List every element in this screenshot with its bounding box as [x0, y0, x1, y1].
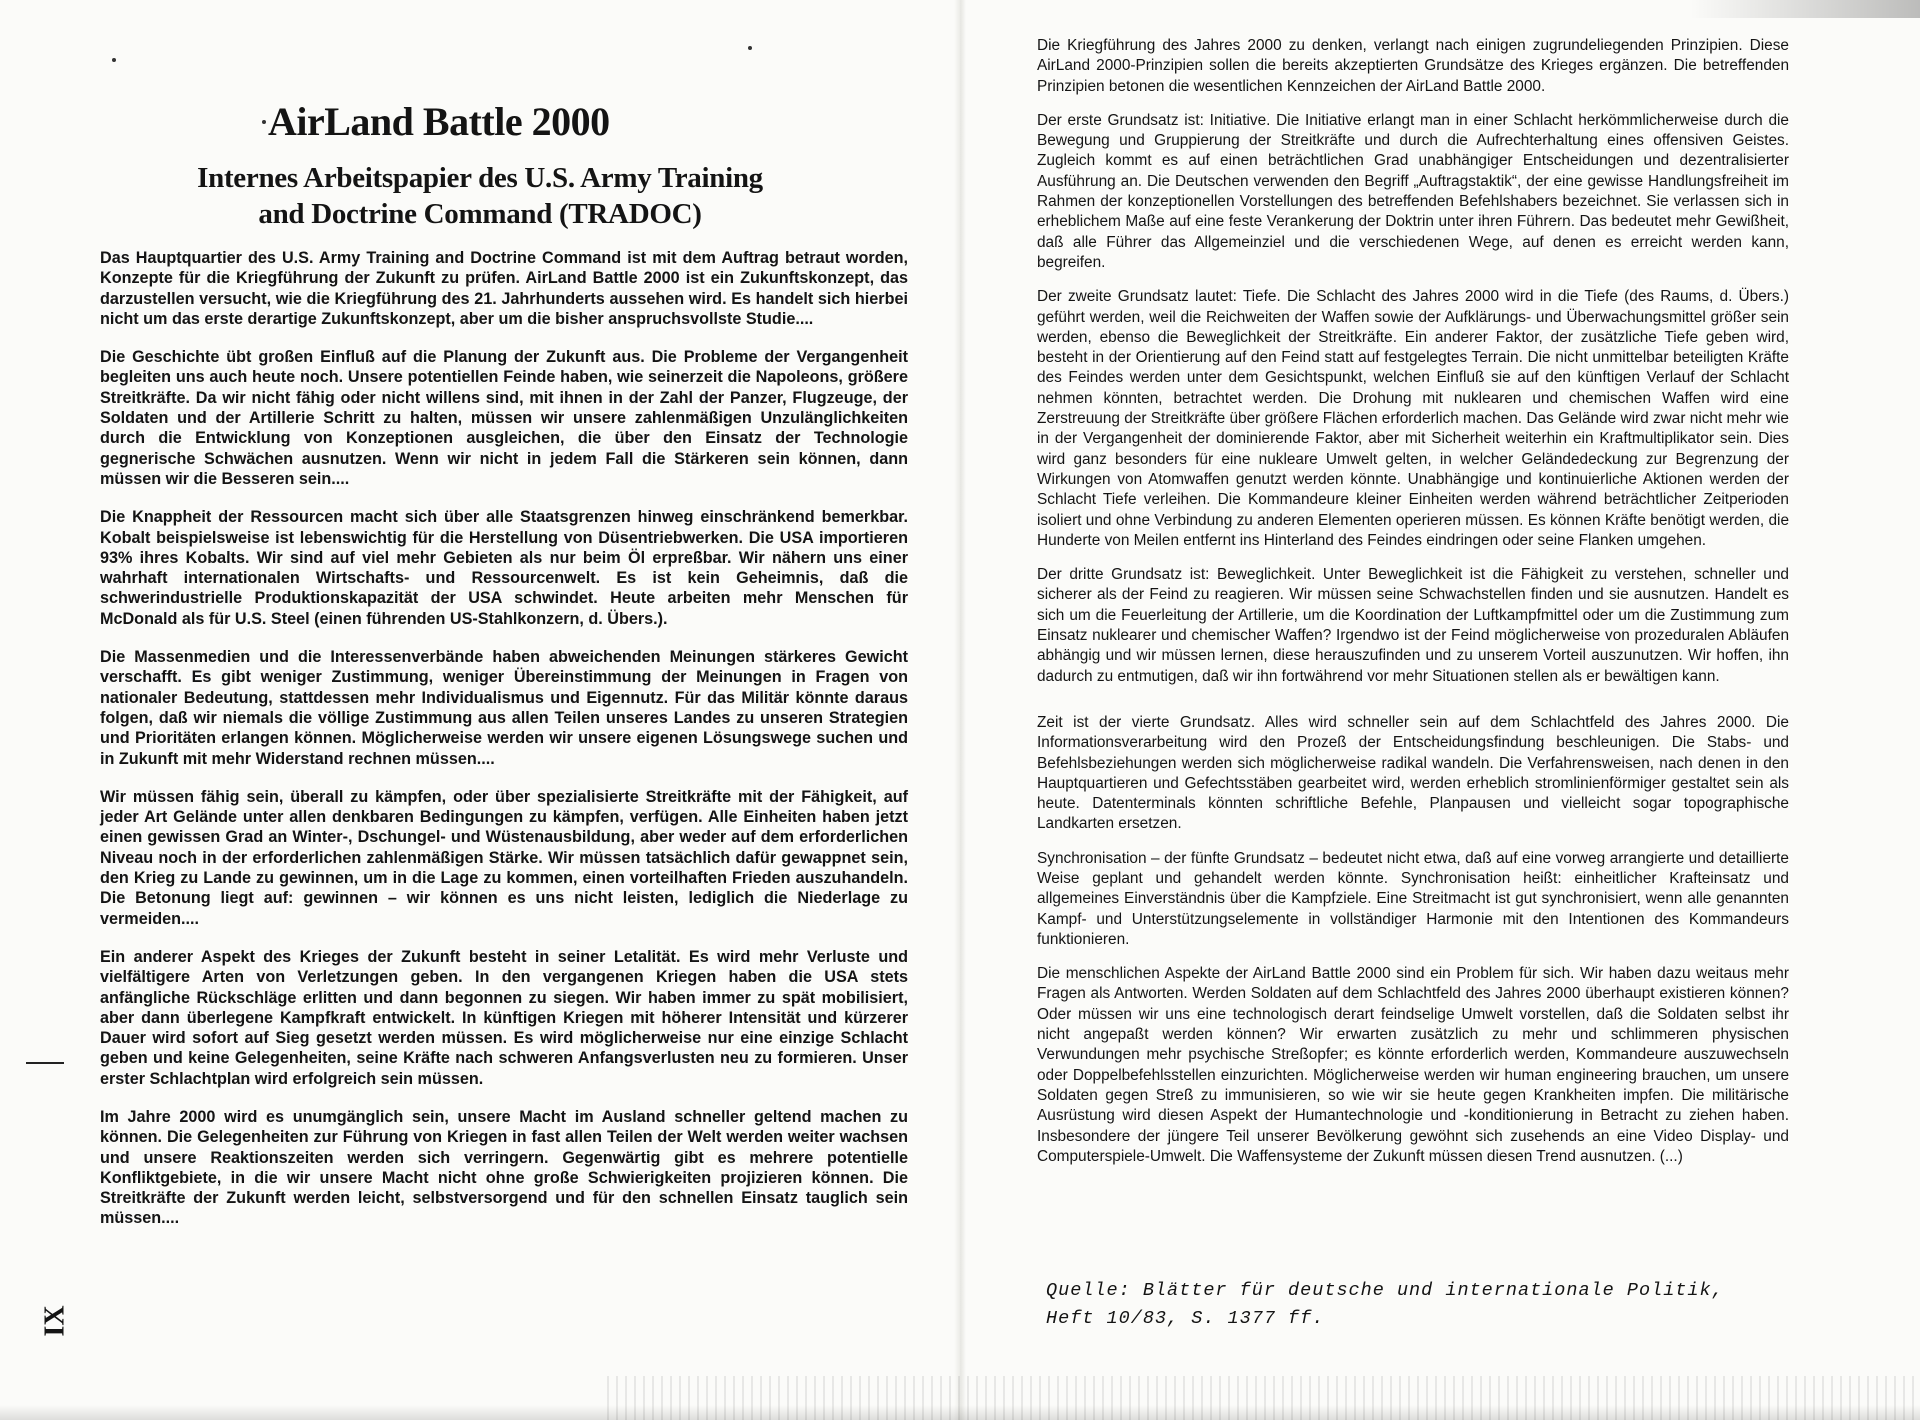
paragraph: Synchronisation – der fünfte Grundsatz – bedeutet nicht etwa, daß auf eine vorweg arrangierte und detaillierte Weise geplant und gehandelt werden könnte. Synchronisation heißt: einheitlicher Krafteinsatz und allgemeines Einverständnis über die Kampfziele. Eine Streitmacht ist gut synchronisiert, wenn alle genannten Kampf- und Unterstützungselemente in vollständiger Harmonie mit den Intentionen des Kommandeurs funktionieren.: [1037, 849, 1789, 948]
right-text-column: [1037, 36, 1789, 1181]
article-title: AirLand Battle 2000: [268, 99, 610, 144]
paragraph: Zeit ist der vierte Grundsatz. Alles wird schneller sein auf dem Schlachtfeld des Jahres 2000. Die Informationsverarbeitung wird den Prozeß der Entscheidungsfindung beschleunigen. Die Stabs- und Befehlsbeziehungen werden sich möglicherweise radikal wandeln. Die Verfahrensweisen, nach denen in den Hauptquartieren und Gefechtsstäben gearbeitet wird, werden erheblich stromlinienförmiger gestaltet sein als heute. Datenterminals könnten schriftliche Befehle, Planpausen und vielleicht sogar topographische Landkarten ersetzen.: [1037, 713, 1789, 833]
paragraph: Die Kriegführung des Jahres 2000 zu denken, verlangt nach einigen zugrundeliegenden Prinzipien. Diese AirLand 2000-Prinzipien sollen die bereits akzeptierten Grundsätze des Krieges ergänzen. Die betreffenden Prinzipien betonen die wesentlichen Kennzeichen der AirLand Battle 2000.: [1037, 37, 1789, 95]
paragraph: Die Knappheit der Ressourcen macht sich über alle Staatsgrenzen hinweg einschränkend bemerkbar. Kobalt beispielsweise ist lebenswichtig für die Herstellung von Düsentriebwerken. Die USA importieren 93% ihres Kobalts. Wir sind auf viel mehr Gebieten als nur beim Öl erpreßbar. Wir nähern uns einer wahrhaft internationalen Wirtschafts- und Ressourcenwelt. Es ist kein Geheimnis, daß die schwerindustrielle Produktionskapazität der USA schwindet. Heute arbeiten mehr Menschen für McDonald als für U.S. Steel (einen führenden US-Stahlkonzern, d. Übers.).: [100, 508, 908, 628]
source-line: Quelle: Blätter für deutsche und internationale Politik,: [1046, 1280, 1724, 1301]
source-citation: [1046, 1277, 1806, 1333]
paragraph: Die Massenmedien und die Interessenverbände haben abweichenden Meinungen stärkeres Gewicht verschafft. Es gibt weniger Zustimmung, weniger Übereinstimmung der Meinungen in Fragen von nationaler Bedeutung, stattdessen mehr Individualismus und Eigennutz. Für das Militär könnte daraus folgen, daß wir niemals die völlige Zustimmung aus allen Teilen unseres Landes zu unseren Strategien und Prioritäten erlangen können. Möglicherweise werden wir unsere eigenen Lösungswege suchen und in Zukunft mit mehr Widerstand rechnen müssen....: [100, 648, 908, 768]
source-line: Heft 10/83, S. 1377 ff.: [1046, 1308, 1325, 1329]
paragraph: Das Hauptquartier des U.S. Army Training and Doctrine Command ist mit dem Auftrag betraut worden, Konzepte für die Kriegführung der Zukunft zu prüfen. AirLand Battle 2000 ist ein Zukunftskonzept, das darzustellen versucht, wie die Kriegführung des 21. Jahrhunderts aussehen wird. Es handelt sich hierbei nicht um das erste derartige Zukunftskonzept, aber um die bisher anspruchsvollste Studie....: [100, 249, 908, 328]
right-page: [960, 0, 1920, 1420]
paragraph: Wir müssen fähig sein, überall zu kämpfen, oder über spezialisierte Streitkräfte mit der Fähigkeit, auf jeder Art Gelände unter allen denkbaren Bedingungen zu kämpfen, verfügen. Alle Einheiten haben jetzt einen gewissen Grad an Winter-, Dschungel- und Wüstenausbildung, aber weder auf dem erforderlichen Niveau noch in der erforderlichen zahlenmäßigen Stärke. Wir müssen tatsächlich dafür gewappnet sein, den Krieg zu Lande zu gewinnen, um in die Lage zu kommen, einen vorteilhaften Frieden auszuhandeln. Die Betonung liegt auf: gewinnen – wir können es uns nicht leisten, lediglich die Niederlage zu vermeiden....: [100, 787, 908, 928]
page-number: IX: [39, 1305, 71, 1337]
margin-mark: [26, 1062, 64, 1064]
paragraph: Im Jahre 2000 wird es unumgänglich sein, unsere Macht im Ausland schneller geltend machen zu können. Die Gelegenheiten zur Führung von Kriegen in fast allen Teilen der Welt werden weiter wachsen und unsere Reaktionszeiten werden sich verringern. Gegenwärtig gibt es mehrere potentielle Konfliktgebiete, in die wir unsere Macht nicht ohne große Schwierigkeiten projizieren können. Die Streitkräfte der Zukunft werden leicht, selbstversorgend und für den schnellen Einsatz tauglich sein müssen....: [100, 1107, 908, 1228]
paragraph: Der dritte Grundsatz ist: Beweglichkeit. Unter Beweglichkeit ist die Fähigkeit zu verstehen, schneller und sicherer als der Feind zu reagieren. Wir müssen seine Schwachstellen finden und sie ausnutzen. Handelt es sich um die Feuerleitung der Artillerie, um die Koordination der Luftkampfmittel oder um die Zustimmung zum Einsatz nuklearer und chemischer Waffen? Irgendwo ist der Feind möglicherweise von prozeduralen Abläufen abhängig und wir müssen lernen, diese herauszufinden und zu unserem Vorteil auszunutzen. Wir hoffen, ihn dadurch zu entmutigen, daß wir ihn fortwährend vor mehr Situationen stellen als er bewältigen kann.: [1037, 566, 1789, 685]
left-text-column: [100, 248, 908, 1247]
subtitle-line: Internes Arbeitspapier des U.S. Army Training: [197, 162, 763, 194]
paragraph: Ein anderer Aspekt des Krieges der Zukunft besteht in seiner Letalität. Es wird mehr Verluste und vielfältigere Arten von Verletzungen geben. In den vergangenen Kriegen haben die USA stets anfängliche Rückschläge erlitten und dann begonnen zu siegen. Wir haben immer zu spät mobilisiert, aber dann überlegene Kampfkraft entwickelt. In künftigen Kriegen mit höherer Intensität und kürzerer Dauer wird sofort auf Sieg gesetzt werden müssen. Es wird möglicherweise nur eine einzige Schlacht geben und keine Gelegenheiten, seine Kräfte nach schweren Anfangsverlusten neu zu formieren. Unser erster Schlachtplan wird erfolgreich sein müssen.: [100, 947, 908, 1088]
article-subtitle: [170, 160, 790, 232]
paragraph: Der erste Grundsatz ist: Initiative. Die Initiative erlangt man in einer Schlacht herkömmlicherweise durch die Bewegung und Gruppierung der Streitkräfte und durch die Aufrechterhaltung eines offensiven Geistes. Zugleich kommt es auf einen beträchtlichen Grad unabhängiger Entscheidungen und dezentralisierter Ausführung an. Die Deutschen verwenden den Begriff „Auftragstaktik“, der eine gewisse Handlungsfreiheit im Rahmen der konzeptionellen Vorstellungen des betreffenden Befehlshabers bezeichnet. Sie verlassen sich in erheblichem Maße auf eine feste Verankerung der Doktrin unter ihren Führern. Das bedeutet mehr Gewißheit, daß alle Führer das Allgemeinziel und die verschiedenen Wege, auf denen es erreicht werden kann, begreifen.: [1037, 111, 1789, 271]
scan-speck: [112, 58, 116, 62]
subtitle-line: and Doctrine Command (TRADOC): [258, 198, 702, 230]
scan-speck: [748, 46, 752, 50]
paragraph: Die menschlichen Aspekte der AirLand Battle 2000 sind ein Problem für sich. Wir haben dazu weitaus mehr Fragen als Antworten. Werden Soldaten auf dem Schlachtfeld des Jahres 2000 überhaupt existieren können? Oder müssen wir uns eine technologisch derart feindselige Umwelt vorstellen, daß die Soldaten selbst ihr nicht angepaßt werden können? Wir erwarten zusätzlich zu mehr und schlimmeren physischen Verwundungen mehr psychische Streßopfer; es könnte erforderlich werden, Kommandeure auszuwechseln oder Doppelbefehlsstellen einzurichten. Möglicherweise werden wir human engineering brauchen, um unsere Soldaten gegen Streß zu immunisieren, so wie wir sie heute gegen Krankheiten impfen. Die militärische Ausrüstung wird diesen Aspekt der Humantechnologie und -konditionierung in Betracht zu ziehen haben. Insbesondere der jüngere Teil unserer Bevölkerung gewöhnt sich zusehends an eine Video Display- und Computerspiele-Umwelt. Die Waffensysteme der Zukunft müssen diesen Trend ausnutzen. (...): [1037, 965, 1789, 1165]
scan-speck: [262, 120, 266, 124]
paragraph: Der zweite Grundsatz lautet: Tiefe. Die Schlacht des Jahres 2000 wird in die Tiefe (des Raums, d. Übers.) geführt werden, weil die Reichweiten der Waffen sowie der Aufklärungs- und Überwachungsmittel größer sein werden, ebenso die Beweglichkeit der Streitkräfte. Ein anderer Faktor, der zusätzliche Tiefe geben wird, besteht in der Orientierung auf den Feind statt auf festgelegtes Terrain. Die nicht unmittelbar beteiligten Kräfte des Feindes werden unter dem Gesichtspunkt, welchen Einfluß sie auf den künftigen Verlauf der Schlacht nehmen könnten, betrachtet werden. Die Drohung mit nuklearen und chemischen Waffen wird eine Zerstreuung der Streitkräfte über größere Flächen erforderlich machen. Das Gelände wird zwar nicht mehr wie in der Vergangenheit der dominierende Faktor, aber mit Sicherheit weiterhin ein Kraftmultiplikator sein. Dies wird ganz besonders für eine nukleare Umwelt gelten, in welcher Geländedeckung zur Begrenzung der Wirkungen von Atomwaffen genutzt werden könnte. Unabhängige und kontinuierliche Aktionen werden der Schlacht Tiefe verleihen. Die Kommandeure kleiner Einheiten werden während beträchtlicher Zeitperioden isoliert und ohne Verbindung zu anderen Elementen operieren müssen. Es können Kräfte benötigt werden, die Hunderte von Meilen entfernt ins Hinterland des Feindes eindringen oder seine Flanken umgehen.: [1037, 288, 1789, 549]
paragraph: Die Geschichte übt großen Einfluß auf die Planung der Zukunft aus. Die Probleme der Vergangenheit begleiten uns auch heute noch. Unsere potentiellen Feinde haben, wie seinerzeit die Napoleons, größere Streitkräfte. Da wir nicht fähig oder nicht willens sind, mit ihnen in der Zahl der Panzer, Flugzeuge, der Soldaten und der Artillerie Schritt zu halten, müssen wir unsere zahlenmäßigen Unzulänglichkeiten durch die Entwicklung von Konzeptionen ausgleichen, die über den Einsatz der Technologie gegnerische Schwächen ausnutzen. Wenn wir nicht in jedem Fall die Stärkeren sein können, dann müssen wir die Besseren sein....: [100, 348, 908, 488]
